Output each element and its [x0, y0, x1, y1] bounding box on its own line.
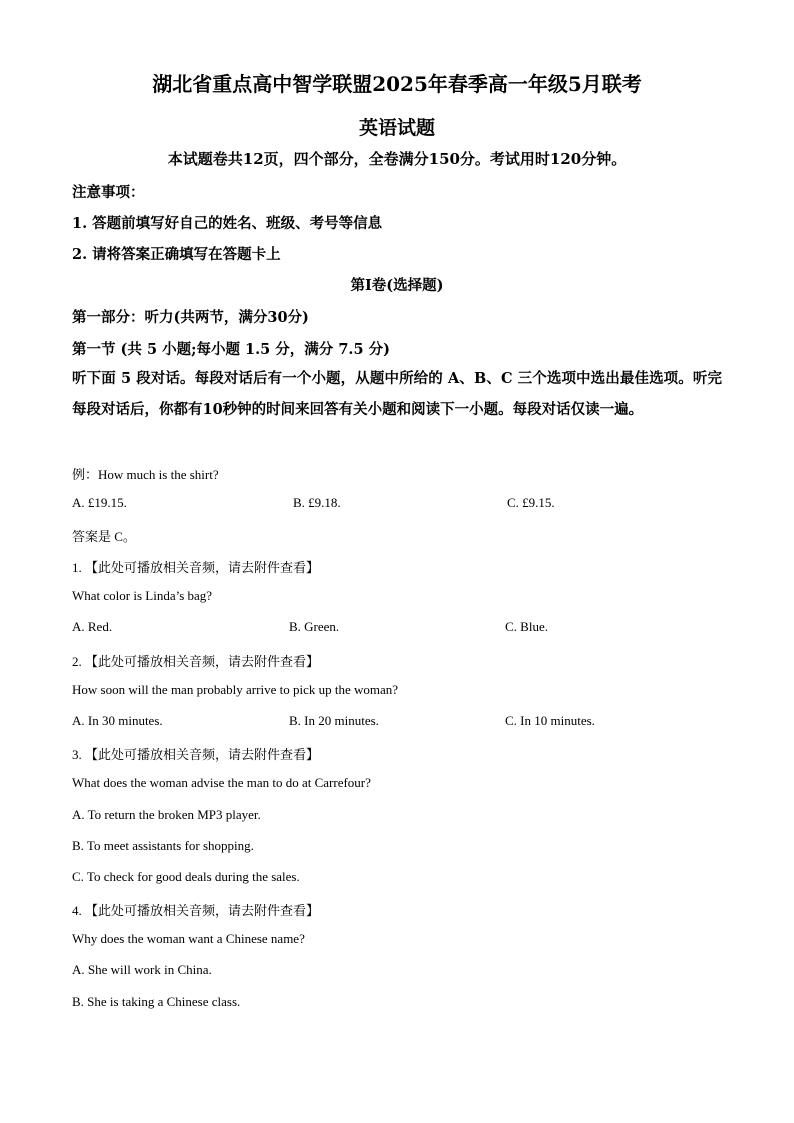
question-1-option-c: C. Blue. — [505, 619, 548, 634]
section1-heading: 第一节 (共 5 小题;每小题 1.5 分，满分 7.5 分) — [72, 341, 390, 358]
note-item-1: 1. 答题前填写好自己的姓名、班级、考号等信息 — [72, 215, 383, 232]
volume-heading: 第I卷(选择题) — [350, 277, 444, 294]
question-3-option-a: A. To return the broken MP3 player. — [72, 807, 261, 822]
question-3-option-c: C. To check for good deals during the sales. — [72, 869, 300, 884]
question-1-option-a: A. Red. — [72, 619, 113, 634]
question-3-text: What does the woman advise the man to do at Carrefour? — [72, 775, 371, 790]
question-2-option-c: C. In 10 minutes. — [505, 713, 595, 728]
example-question: 例：How much is the shirt? — [72, 467, 219, 482]
question-1-option-b: B. Green. — [289, 619, 340, 634]
note-item-2: 2. 请将答案正确填写在答题卡上 — [72, 246, 281, 263]
example-answer: 答案是 C。 — [72, 529, 136, 544]
question-4-option-a: A. She will work in China. — [72, 962, 212, 977]
example-option-b: B. £9.18. — [293, 495, 341, 510]
question-4-text: Why does the woman want a Chinese name? — [72, 931, 305, 946]
example-option-c: C. £9.15. — [507, 495, 555, 510]
question-2-label[interactable]: 2. 【此处可播放相关音频，请去附件查看】 — [72, 654, 320, 669]
question-2-option-b: B. In 20 minutes. — [289, 713, 379, 728]
notes-heading: 注意事项： — [72, 184, 145, 201]
exam-subtitle: 英语试题 — [358, 117, 435, 139]
part1-heading: 第一部分：听力(共两节，满分30分) — [72, 309, 309, 326]
question-4-label[interactable]: 4. 【此处可播放相关音频，请去附件查看】 — [72, 903, 320, 918]
question-3-option-b: B. To meet assistants for shopping. — [72, 838, 254, 853]
question-3-label[interactable]: 3. 【此处可播放相关音频，请去附件查看】 — [72, 747, 320, 762]
question-2-text: How soon will the man probably arrive to pick up the woman? — [72, 682, 399, 697]
question-1-label[interactable]: 1. 【此处可播放相关音频，请去附件查看】 — [72, 560, 320, 575]
question-4-option-b: B. She is taking a Chinese class. — [72, 994, 241, 1009]
listening-instructions: 听下面 5 段对话。每段对话后有一个小题，从题中所给的 A、B、C 三个选项中选出最佳选项。听完每段对话后，你都有10秒钟的时间来回答有关小题和阅读下一小题。每段对话仅读一遍。 — [72, 370, 722, 418]
exam-title: 湖北省重点高中智学联盟2025年春季高一年级5月联考 — [152, 72, 642, 96]
exam-info: 本试题卷共12页，四个部分，全卷满分150分。考试用时120分钟。 — [167, 150, 627, 168]
question-1-text: What color is Linda’s bag? — [72, 588, 213, 603]
question-2-option-a: A. In 30 minutes. — [72, 713, 163, 728]
example-option-a: A. £19.15. — [72, 495, 127, 510]
